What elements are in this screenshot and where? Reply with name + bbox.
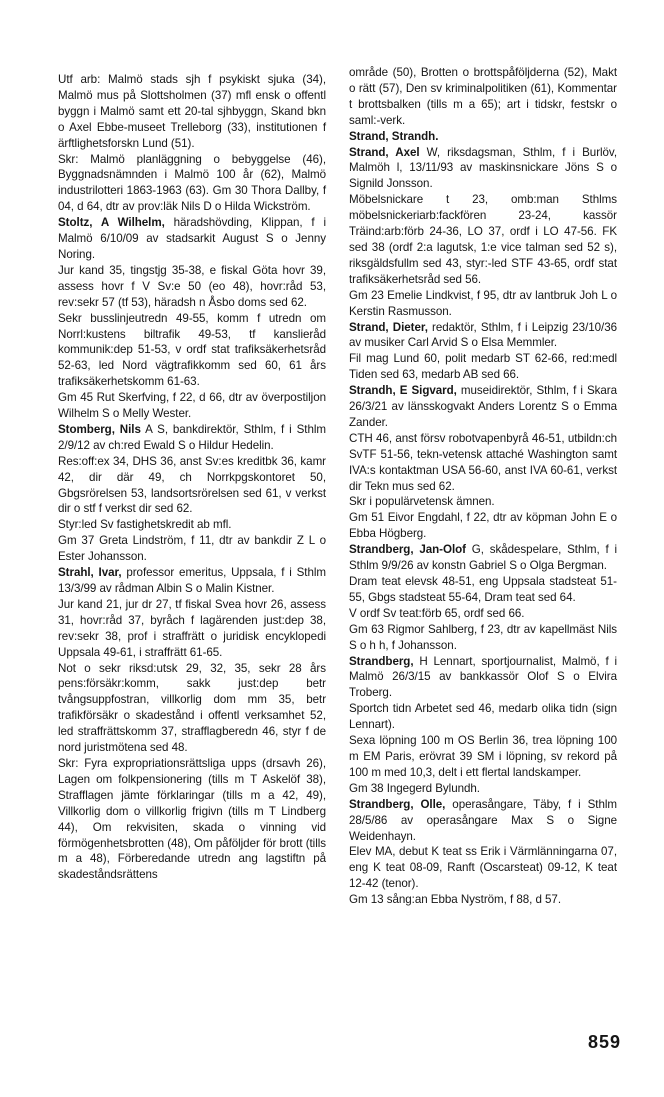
entry-paragraph [58, 215, 326, 263]
entry-paragraph [58, 517, 326, 533]
entry-text: CTH 46, anst försv robotvapenbyrå 46-51, utbildn:ch SvTF 51-56, tekn-vetensk attaché Washington samt IVA:s kontaktman USA 56-60, anst IVA 60-61, verkst dir Tekn mus sed 62. [349, 431, 617, 493]
entry-paragraph [349, 654, 617, 702]
entry-text: Gm 45 Rut Skerfving, f 22, d 66, dtr av överpostiljon Wilhelm S o Melly Wester. [58, 391, 326, 421]
entry-paragraph [349, 494, 617, 510]
entry-text: Skr: Fyra expropriationsrättsliga upps (drsavh 26), Lagen om folkpensionering (tills m T Askelöf 38), Strafflagen jämte förklaringar (tills m a 42, 49), Villkorlig dom o villkorlig frigivn (tills m T Lindberg 44), Om rekvisiten, skada o vinning vid förmögenhetsbrotten (48), Om påföljder för brott (tills m a 48), Förberedande utredn ang lagstiftn på skadeståndsrättens [58, 756, 326, 882]
entry-text: W, riksdagsman, Sthlm, f i Burlöv, Malmöh l, 13/11/93 av maskinsnickare Jöns S o Signild Jonsson. [349, 145, 617, 191]
entry-text: Sexa löpning 100 m OS Berlin 36, trea löpning 100 m EM Paris, erövrat 39 SM i löpning, sv rekord på 100 m med 10,3, delt i ett flertal landskamper. [349, 734, 617, 779]
entry-text: H Lennart, sportjournalist, Malmö, f i Malmö 26/3/15 av bankkassör Olof S o Elvira Troberg. [349, 654, 617, 700]
entry-headword: Strahl, Ivar, [58, 566, 122, 580]
entry-text: operasångare, Täby, f i Sthlm 28/5/86 av operasångare Max S o Signe Weidenhayn. [349, 797, 617, 843]
entry-headword: Stoltz, A Wilhelm, [58, 216, 165, 230]
entry-text: redaktör, Sthlm, f i Leipzig 23/10/36 av musiker Carl Arvid S o Elsa Memmler. [349, 320, 618, 350]
entry-paragraph [349, 288, 617, 320]
entry-text: Gm 23 Emelie Lindkvist, f 95, dtr av lantbruk Joh L o Kerstin Rasmusson. [349, 288, 617, 318]
entry-text: G, skådespelare, Sthlm, f i Sthlm 9/9/26 av konstn Gabriel S o Olga Bergman. [349, 543, 617, 573]
entry-text: professor emeritus, Uppsala, f i Sthlm 13/3/99 av rådman Albin S o Malin Kistner. [58, 566, 326, 595]
entry-paragraph [349, 622, 617, 654]
entry-headword: Strandberg, [349, 654, 414, 668]
entry-paragraph [58, 756, 326, 883]
entry-headword: Strand, Dieter, [349, 320, 428, 334]
entry-paragraph [349, 65, 617, 129]
entry-text: V ordf Sv teat:förb 65, ordf sed 66. [349, 606, 525, 620]
entry-paragraph [58, 661, 326, 756]
entry-paragraph [58, 422, 326, 454]
entry-paragraph [58, 311, 326, 391]
entry-paragraph [349, 320, 617, 352]
entry-paragraph [349, 192, 617, 287]
entry-text: Sportch tidn Arbetet sed 46, medarb olika tidn (sign Lennart). [349, 702, 617, 732]
entry-text: Utf arb: Malmö stads sjh f psykiskt sjuka (34), Malmö mus på Slottsholmen (37) mfl ensk o offentl byggn i Malmö samt ett 20-tal sjhbyggn, Skand bkn o Axel Ebbe-museet Trelleborg (33), institutionen f ärftlighetsforskn Lund (51). [58, 73, 326, 150]
entry-paragraph [349, 129, 617, 145]
entry-paragraph [349, 797, 617, 845]
entry-paragraph [349, 383, 617, 431]
entry-paragraph [349, 844, 617, 892]
entry-text: A S, bankdirektör, Sthlm, f i Sthlm 2/9/12 av ch:red Ewald S o Hildur Hedelin. [58, 422, 326, 452]
entry-text: Jur kand 21, jur dr 27, tf fiskal Svea hovr 26, assess 31, hovr:råd 37, byråch f lagärenden just:dep 38, rev:sekr 38, prof i straffrätt o juridisk encyklopedi Uppsala 49-61, i straffrätt 61-65. [58, 597, 326, 659]
entry-text: Dram teat elevsk 48-51, eng Uppsala stadsteat 51-55, Gbgs stadsteat 55-64, Dram teat sed 64. [349, 575, 617, 604]
entry-text: Fil mag Lund 60, polit medarb ST 62-66, red:medl Tiden sed 63, medarb AB sed 66. [349, 352, 617, 382]
entry-text: Gm 13 sång:an Ebba Nyström, f 88, d 57. [349, 893, 562, 907]
entry-paragraph [349, 431, 617, 495]
entry-text: Not o sekr riksd:utsk 29, 32, 35, sekr 28 års pens:försäkr:komm, sakk just:dep betr tvångsuppfostran, villkorlig dom mm 35, betr trafikförsäkr o skadestånd i offentl verksamhet 52, led straffrättskomm 37, strafflagberedn 46, styr f de nord juristmötena sed 48. [58, 661, 326, 755]
entry-text: Res:off:ex 34, DHS 36, anst Sv:es kreditbk 36, kamr 42, dir där 49, ch Norrkpgskontoret 50, Gbgsrörelsen 53, landsortsrörelsen sed 61, v verkst dir o stf f verkst dir sed 62. [58, 454, 326, 516]
entry-paragraph [349, 574, 617, 606]
entry-text: Styr:led Sv fastighetskredit ab mfl. [58, 518, 232, 532]
entry-text: Elev MA, debut K teat ss Erik i Värmlänningarna 07, eng K teat 08-09, Ranft (Oscarsteat) 09-12, K teat 12-42 (tenor). [349, 845, 617, 891]
entry-text: Möbelsnickare t 23, omb:man Sthlms möbelsnickeriarb:fackfören 23-24, kassör Träind:arb:förb 24-36, LO 37, ordf i LO 47-56. FK sed 38 (ordf 2:a lagutsk, 1:e vice talman sed 52 s), riksgäldsfullm sed 43, styr:-led STF 43-65, ordf stat trafiksäkerhetsråd sed 56. [349, 193, 617, 286]
entry-text: Gm 51 Eivor Engdahl, f 22, dtr av köpman John E o Ebba Högberg. [349, 511, 617, 541]
entry-text: häradshövding, Klippan, f i Malmö 6/10/09 av stadsarkit August S o Jenny Noring. [58, 216, 326, 261]
entry-paragraph [58, 533, 326, 565]
entry-paragraph [349, 606, 617, 622]
entry-headword: Strandberg, Jan-Olof [349, 543, 466, 557]
entry-text: Skr: Malmö planläggning o bebyggelse (46), Byggnadsnämnden i Malmö 100 år (62), Malmö industrilotteri 1863-1963 (63). Gm 30 Thora Dallby, f 04, d 64, dtr av prov:läk Nils D o Hilda Wickström. [58, 152, 326, 214]
entry-text: Skr i populärvetensk ämnen. [349, 495, 495, 509]
entry-paragraph [349, 781, 617, 797]
entry-text: museidirektör, Sthlm, f i Skara 26/3/21 av länsskogvakt Anders Lorentz S o Emma Zander. [349, 384, 617, 429]
entry-paragraph [349, 892, 617, 908]
entry-text: Jur kand 35, tingstjg 35-38, e fiskal Göta hovr 39, assess hovr f V Sv:e 50 (eo 48), hovr:råd 53, rev:sekr 57 (tf 53), häradsh n Åsbo doms sed 62. [58, 263, 326, 309]
entry-paragraph [58, 390, 326, 422]
entry-headword: Strandh, E Sigvard, [349, 384, 457, 398]
entry-paragraph [349, 542, 617, 574]
entry-paragraph [349, 351, 617, 383]
entry-paragraph [349, 701, 617, 733]
entry-paragraph [349, 145, 617, 193]
entry-text: Gm 37 Greta Lindström, f 11, dtr av bankdir Z L o Ester Johansson. [58, 534, 326, 564]
entry-headword: Strand, Strandh. [349, 129, 439, 143]
entry-headword: Strandberg, Olle, [349, 797, 446, 811]
entry-paragraph [349, 510, 617, 542]
entry-paragraph [58, 454, 326, 518]
entry-paragraph [58, 263, 326, 311]
entry-headword: Stomberg, Nils [58, 422, 141, 436]
entry-paragraph [58, 152, 326, 216]
entry-paragraph [58, 597, 326, 661]
entry-paragraph [349, 733, 617, 781]
entry-text: Gm 63 Rigmor Sahlberg, f 23, dtr av kapellmäst Nils S o h h, f Johansson. [349, 622, 617, 652]
right-column [349, 65, 617, 908]
entry-text: område (50), Brotten o brottspåföljderna (52), Makt o rätt (57), Den sv kriminalpolitiken (61), Kommentar t brottsbalken (tills m a 65); art i tidskr, festskr o saml:-verk. [349, 66, 617, 127]
entry-text: Gm 38 Ingegerd Bylundh. [349, 781, 480, 795]
left-column [58, 72, 326, 883]
page-number: 859 [588, 1032, 622, 1052]
entry-text: Sekr busslinjeutredn 49-55, komm f utredn om Norrl:kustens biltrafik 49-53, tf kanslieråd kommunik:dep 51-53, v ordf stat trafiksäkerhetsråd 52-63, led Nord vägtrafikkomm sed 60, 61 års trafiksäkerhetskomm 61-63. [58, 311, 326, 389]
entry-paragraph [58, 565, 326, 597]
entry-headword: Strand, Axel [349, 145, 420, 159]
entry-paragraph [58, 72, 326, 152]
